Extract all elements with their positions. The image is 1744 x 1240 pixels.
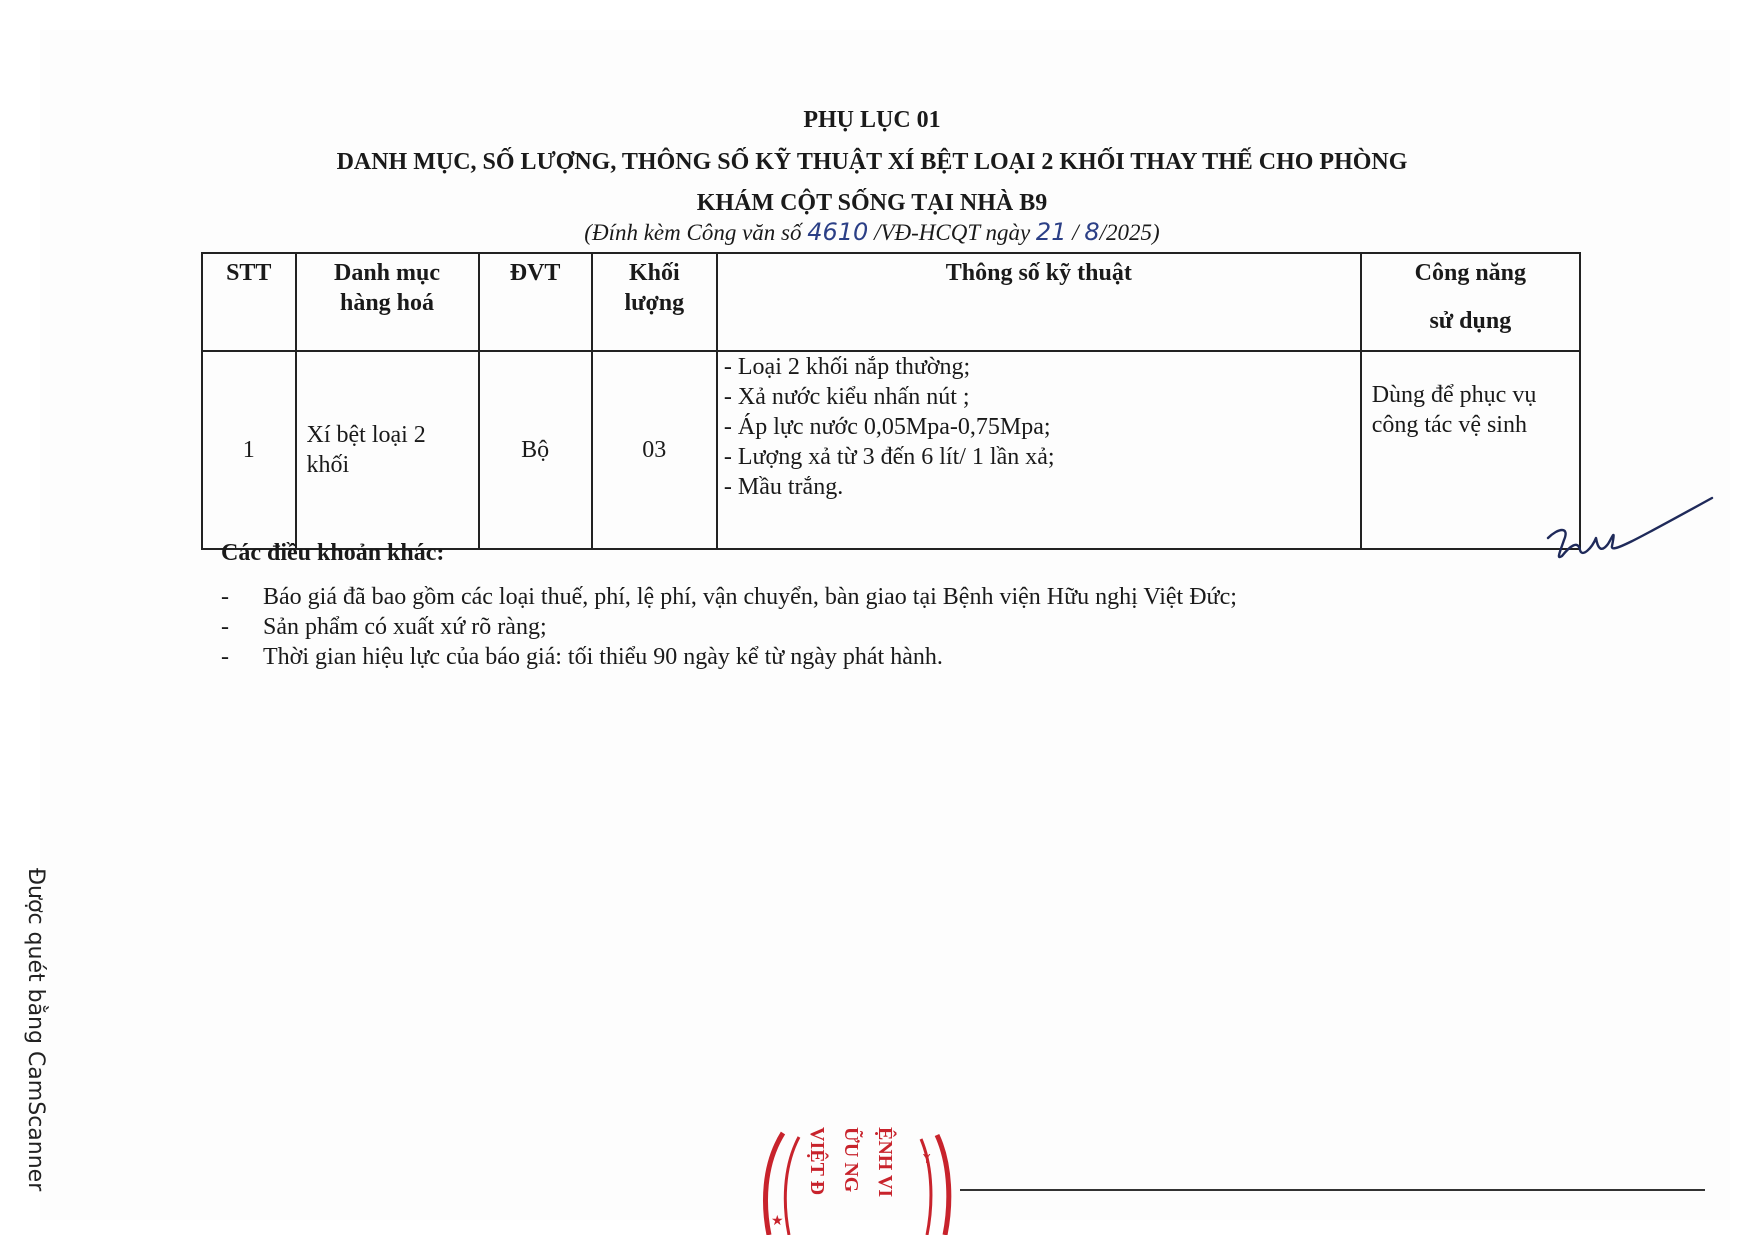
header-usage (1361, 253, 1580, 351)
spec-line: - Xả nước kiểu nhấn nút ; (724, 382, 1354, 412)
other-terms-title: Các điều khoản khác: (221, 540, 445, 566)
list-item (221, 612, 1237, 642)
bullet-dash: - (221, 644, 229, 670)
hospital-stamp (755, 1125, 985, 1235)
document-subtitle (0, 218, 1744, 247)
cell-unit: Bộ (479, 351, 592, 549)
footer-rule (960, 1189, 1705, 1191)
subtitle-date-separator: / (1066, 220, 1085, 245)
cell-stt: 1 (202, 351, 296, 549)
other-terms-list (221, 582, 1237, 672)
handwritten-day: 21 (1035, 218, 1067, 246)
bullet-dash: - (221, 584, 229, 610)
table-row (202, 351, 1580, 549)
header-item-name: Danh mục hàng hoá (296, 253, 479, 351)
svg-text:ỮU NG: ỮU NG (840, 1127, 862, 1193)
handwritten-signature (1540, 490, 1715, 565)
term-text: Thời gian hiệu lực của báo giá: tối thiểu 90 ngày kể từ ngày phát hành. (263, 644, 943, 670)
svg-text:Y: Y (923, 1152, 931, 1166)
bullet-dash: - (221, 614, 229, 640)
appendix-title: PHỤ LỤC 01 (803, 107, 941, 133)
cell-usage: Dùng để phục vụ công tác vệ sinh (1361, 351, 1580, 549)
document-title-line-2: KHÁM CỘT SỐNG TẠI NHÀ B9 (696, 190, 1048, 216)
subtitle-middle: /VĐ-HCQT ngày (868, 220, 1036, 245)
spec-line: - Loại 2 khối nắp thường; (724, 352, 1354, 382)
term-text: Báo giá đã bao gồm các loại thuế, phí, lệ phí, vận chuyển, bàn giao tại Bệnh viện Hữu nghị Việt Đức; (263, 584, 1237, 610)
spec-line: - Lượng xả từ 3 đến 6 lít/ 1 lần xả; (724, 442, 1354, 472)
header-stt: STT (202, 253, 296, 351)
svg-text:ỆNH VI: ỆNH VI (874, 1127, 896, 1198)
spec-line: - Áp lực nước 0,05Mpa-0,75Mpa; (724, 412, 1354, 442)
document-title-line-1: DANH MỤC, SỐ LƯỢNG, THÔNG SỐ KỸ THUẬT XÍ BỆT LOẠI 2 KHỐI THAY THẾ CHO PHÒNG (336, 149, 1408, 175)
table-header-row (202, 253, 1580, 351)
cell-technical-specs (717, 351, 1361, 549)
camscanner-watermark (8, 868, 52, 1208)
spec-line: - Mầu trắng. (724, 472, 1354, 502)
header-technical-specs: Thông số kỹ thuật (717, 253, 1361, 351)
subtitle-prefix: (Đính kèm Công văn số (584, 220, 808, 245)
svg-text:★: ★ (771, 1213, 784, 1229)
specification-table (201, 252, 1581, 550)
cell-item-name: Xí bệt loại 2 khối (296, 351, 479, 549)
header-usage-line-2: sử dụng (1429, 308, 1512, 334)
header-usage-line-1: Công năng (1414, 260, 1527, 286)
header-unit: ĐVT (479, 253, 592, 351)
cell-quantity: 03 (592, 351, 717, 549)
list-item (221, 582, 1237, 612)
handwritten-doc-number: 4610 (807, 218, 869, 246)
list-item (221, 642, 1237, 672)
watermark-text: Được quét bằng CamScanner (23, 868, 48, 1192)
term-text: Sản phẩm có xuất xứ rõ ràng; (263, 614, 547, 640)
svg-text:VIỆT Đ: VIỆT Đ (806, 1127, 828, 1195)
subtitle-suffix: /2025) (1099, 220, 1160, 245)
header-quantity: Khối lượng (592, 253, 717, 351)
handwritten-month: 8 (1084, 218, 1100, 246)
